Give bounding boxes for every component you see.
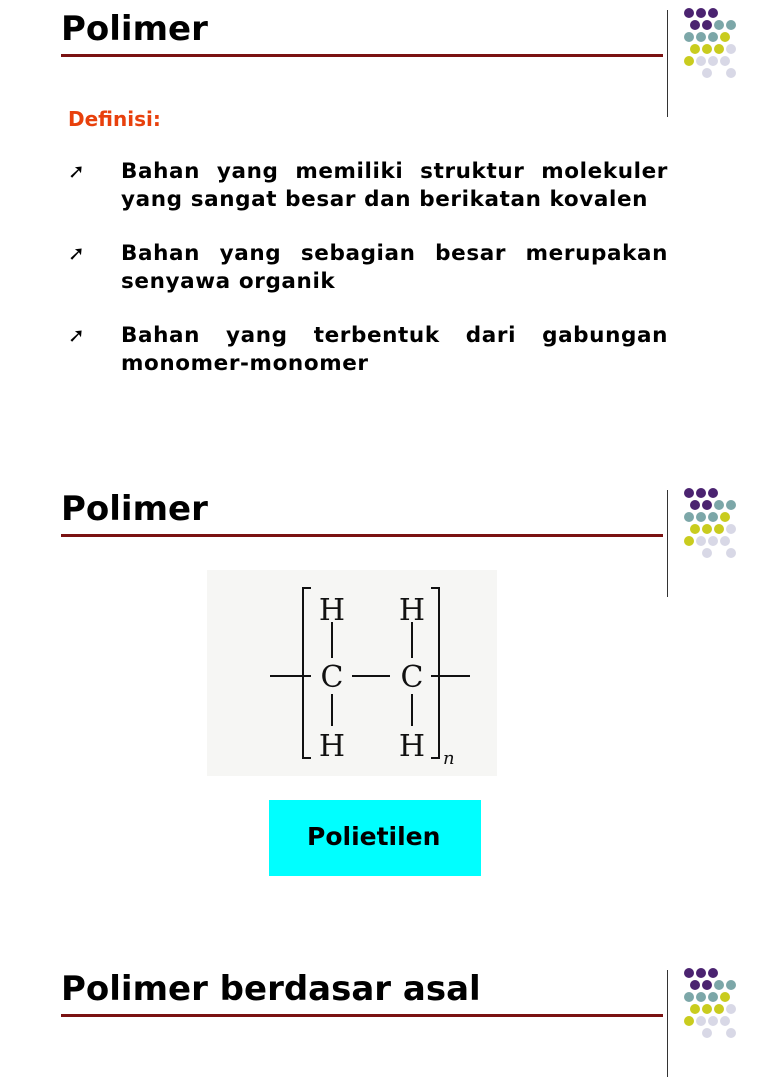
arrow-up-right-icon: ➚	[68, 159, 85, 183]
decor-dot	[696, 536, 706, 546]
dot-grid-icon	[680, 968, 760, 1068]
decor-dot	[684, 32, 694, 42]
decor-dot	[702, 44, 712, 54]
arrow-up-right-icon: ➚	[68, 241, 85, 265]
decor-dot	[720, 56, 730, 66]
decor-dot	[720, 32, 730, 42]
decor-dot	[690, 1004, 700, 1014]
atom-h-bottom-right: H	[398, 729, 426, 764]
decor-dot	[690, 20, 700, 30]
decor-dot	[696, 56, 706, 66]
slide-1	[0, 0, 768, 480]
definition-list	[68, 158, 668, 404]
title-underline	[61, 534, 663, 537]
title-underline	[61, 54, 663, 57]
dot-grid-icon	[680, 488, 760, 588]
atom-c-right: C	[400, 660, 424, 695]
decor-dot	[696, 1016, 706, 1026]
atom-h-top-left: H	[318, 593, 346, 628]
decor-dot	[696, 992, 706, 1002]
decor-dot	[702, 20, 712, 30]
decor-dot	[726, 500, 736, 510]
slide-2	[0, 480, 768, 950]
divider-line	[667, 490, 668, 597]
decor-dot	[726, 1028, 736, 1038]
decor-dot	[702, 1028, 712, 1038]
decor-dot	[726, 20, 736, 30]
decor-dot	[720, 992, 730, 1002]
decor-dot	[684, 968, 694, 978]
decor-dot	[720, 512, 730, 522]
list-item-text: Bahan yang memiliki struktur molekuler yang sangat besar dan berikatan kovalen	[121, 159, 668, 212]
decor-dot	[726, 548, 736, 558]
polymer-name-box	[269, 800, 481, 876]
slide-title: Polimer berdasar asal	[61, 969, 481, 1009]
decor-dot	[690, 44, 700, 54]
list-item	[68, 158, 668, 214]
decor-dot	[702, 548, 712, 558]
decor-dot	[726, 1004, 736, 1014]
decor-dot	[708, 512, 718, 522]
decor-dot	[720, 536, 730, 546]
decor-dot	[726, 68, 736, 78]
decor-dot	[714, 44, 724, 54]
decor-dot	[696, 8, 706, 18]
decor-dot	[684, 488, 694, 498]
list-item-text: Bahan yang sebagian besar merupakan senyawa organik	[121, 241, 668, 294]
decor-dot	[708, 56, 718, 66]
decor-dot	[690, 500, 700, 510]
atom-c-left: C	[320, 660, 344, 695]
decor-dot	[690, 980, 700, 990]
decor-dot	[714, 1004, 724, 1014]
atom-h-bottom-left: H	[318, 729, 346, 764]
repeat-subscript: n	[443, 748, 455, 769]
decor-dot	[708, 8, 718, 18]
decor-dot	[702, 68, 712, 78]
decor-dot	[684, 992, 694, 1002]
slide-3	[0, 960, 768, 1024]
decor-dot	[690, 524, 700, 534]
decor-dot	[684, 56, 694, 66]
slide-title: Polimer	[61, 9, 208, 49]
decor-dot	[708, 536, 718, 546]
decor-dot	[702, 980, 712, 990]
decor-dot	[714, 20, 724, 30]
decor-dot	[708, 992, 718, 1002]
polymer-name: Polietilen	[307, 822, 441, 851]
decor-dot	[714, 524, 724, 534]
list-item-text: Bahan yang terbentuk dari gabungan monomer-monomer	[121, 323, 668, 376]
decor-dot	[696, 32, 706, 42]
decor-dot	[708, 1016, 718, 1026]
decor-dot	[726, 524, 736, 534]
decor-dot	[708, 32, 718, 42]
decor-dot	[696, 488, 706, 498]
decor-dot	[702, 1004, 712, 1014]
title-underline	[61, 1014, 663, 1017]
arrow-up-right-icon: ➚	[68, 323, 85, 347]
definition-label: Definisi:	[68, 107, 161, 131]
divider-line	[667, 10, 668, 117]
decor-dot	[684, 536, 694, 546]
decor-dot	[684, 1016, 694, 1026]
list-item	[68, 240, 668, 296]
decor-dot	[684, 8, 694, 18]
decor-dot	[702, 524, 712, 534]
dot-grid-icon	[680, 8, 760, 108]
list-item	[68, 322, 668, 378]
decor-dot	[708, 488, 718, 498]
decor-dot	[726, 980, 736, 990]
decor-dot	[684, 512, 694, 522]
atom-h-top-right: H	[398, 593, 426, 628]
slide-title: Polimer	[61, 489, 208, 529]
decor-dot	[708, 968, 718, 978]
decor-dot	[720, 1016, 730, 1026]
decor-dot	[696, 512, 706, 522]
decor-dot	[714, 500, 724, 510]
decor-dot	[726, 44, 736, 54]
decor-dot	[714, 980, 724, 990]
decor-dot	[696, 968, 706, 978]
decor-dot	[702, 500, 712, 510]
polyethylene-structure-diagram	[207, 570, 497, 776]
